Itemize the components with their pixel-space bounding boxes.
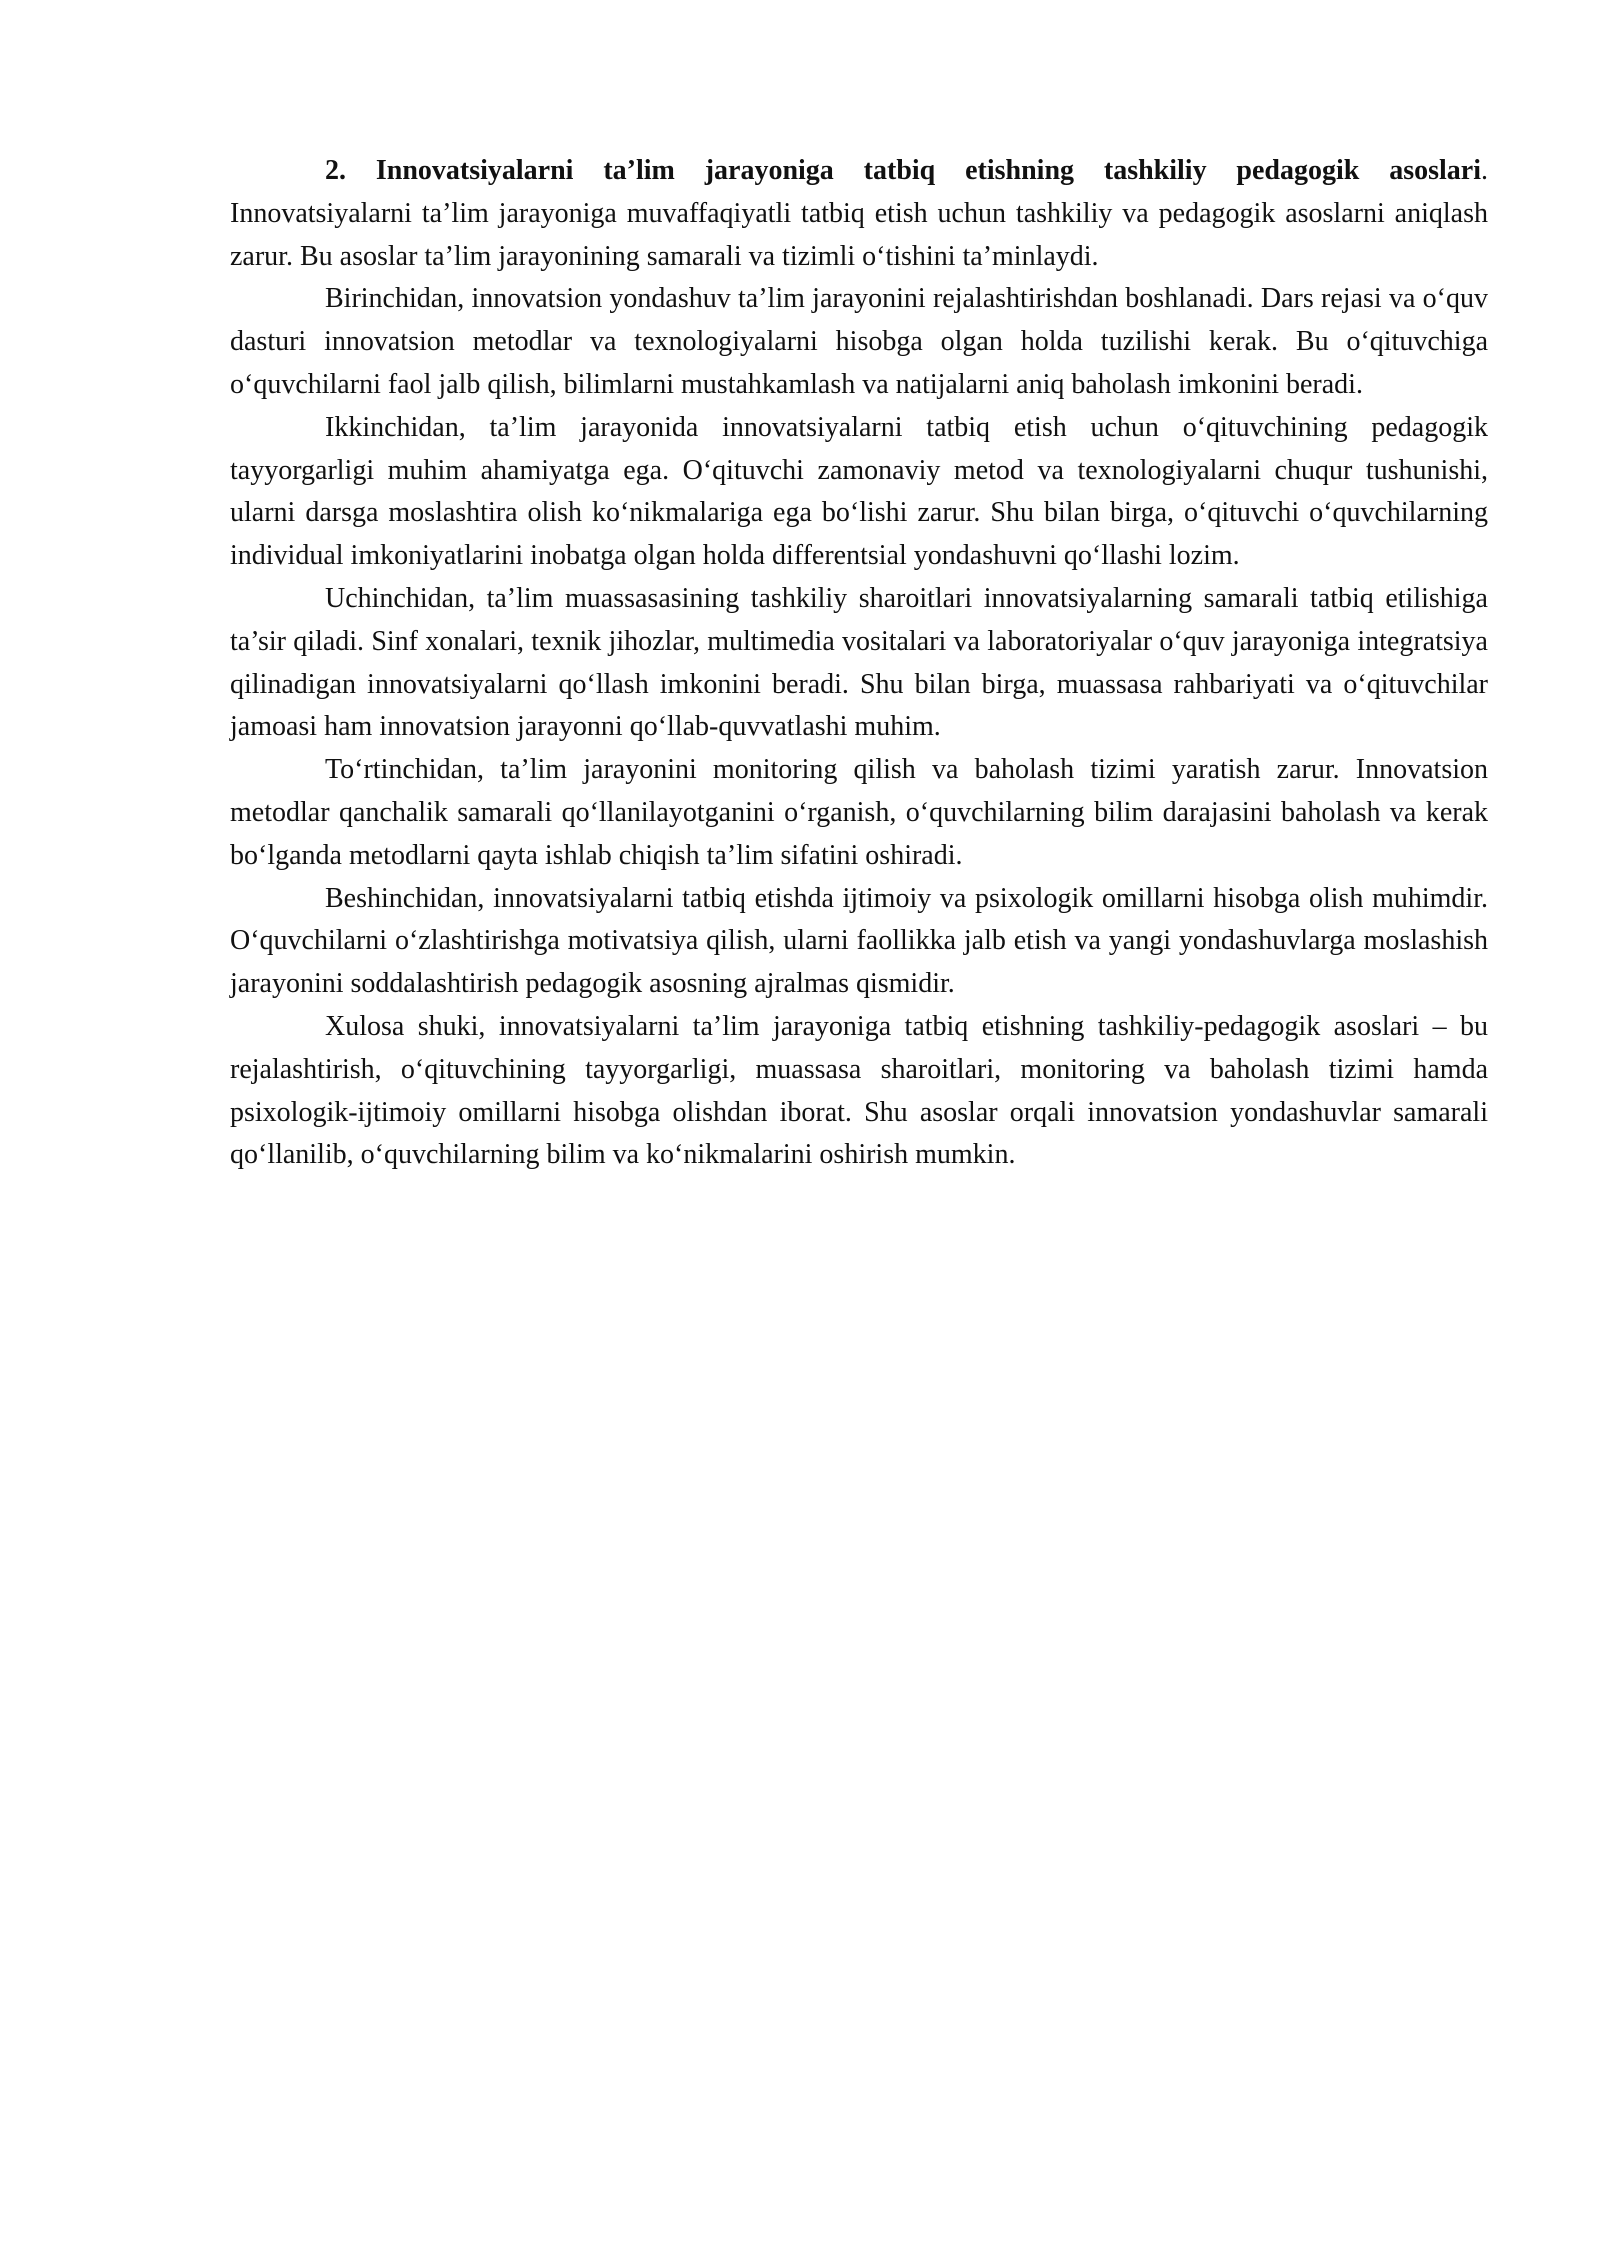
- section-heading: 2. Innovatsiyalarni ta’lim jarayoniga tatbiq etishning tashkiliy pedagogik asoslari: [325, 155, 1481, 186]
- paragraph-fifth: Beshinchidan, innovatsiyalarni tatbiq etishda ijtimoiy va psixologik omillarni hisobga olish muhimdir. O‘quvchilarni o‘zlashtirishga motivatsiya qilish, ularni faollikka jalb etish va yangi yondashuvlarga moslashish jarayonini soddalashtirish pedagogik asosning ajralmas qismidir.: [230, 882, 1488, 1000]
- paragraph-conclusion: Xulosa shuki, innovatsiyalarni ta’lim jarayoniga tatbiq etishning tashkiliy-pedagogik asoslari – bu rejalashtirish, o‘qituvchining tayyorgarligi, muassasa sharoitlari, monitoring va baholash tizimi hamda psixologik-ijtimoiy omillarni hisobga olishdan iborat. Shu asoslar orqali innovatsion yondashuvlar samarali qo‘llanilib, o‘quvchilarning bilim va ko‘nikmalarini oshirish mumkin.: [230, 1010, 1488, 1171]
- section-heading-paragraph: [230, 150, 1488, 278]
- paragraph-third: Uchinchidan, ta’lim muassasasining tashkiliy sharoitlari innovatsiyalarning samarali tatbiq etilishiga ta’sir qiladi. Sinf xonalari, texnik jihozlar, multimedia vositalari va laboratoriyalar o‘quv jarayoniga integratsiya qilinadigan innovatsiyalarni qo‘llash imkonini beradi. Shu bilan birga, muassasa rahbariyati va o‘qituvchilar jamoasi ham innovatsion jarayonni qo‘llab-quvvatlashi muhim.: [230, 582, 1488, 743]
- paragraph-second: Ikkinchidan, ta’lim jarayonida innovatsiyalarni tatbiq etish uchun o‘qituvchining pedagogik tayyorgarligi muhim ahamiyatga ega. O‘qituvchi zamonaviy metod va texnologiyalarni chuqur tushunishi, ularni darsga moslashtira olish ko‘nikmalariga ega bo‘lishi zarur. Shu bilan birga, o‘qituvchi o‘quvchilarning individual imkoniyatlarini inobatga olgan holda differentsial yondashuvni qo‘llashi lozim.: [230, 411, 1488, 572]
- heading-intro-text: Innovatsiyalarni ta’lim jarayoniga muvaffaqiyatli tatbiq etish uchun tashkiliy va pedagogik asoslarni aniqlash zarur. Bu asoslar ta’lim jarayonining samarali va tizimli o‘tishini ta’minlaydi.: [230, 197, 1488, 272]
- document-body: [230, 150, 1488, 1177]
- heading-period: .: [1481, 155, 1488, 186]
- paragraph-fourth: To‘rtinchidan, ta’lim jarayonini monitoring qilish va baholash tizimi yaratish zarur. Innovatsion metodlar qanchalik samarali qo‘llanilayotganini o‘rganish, o‘quvchilarning bilim darajasini baholash va kerak bo‘lganda metodlarni qayta ishlab chiqish ta’lim sifatini oshiradi.: [230, 754, 1488, 871]
- paragraph-first: Birinchidan, innovatsion yondashuv ta’lim jarayonini rejalashtirishdan boshlanadi. Dars rejasi va o‘quv dasturi innovatsion metodlar va texnologiyalarni hisobga olgan holda tuzilishi kerak. Bu o‘qituvchiga o‘quvchilarni faol jalb qilish, bilimlarni mustahkamlash va natijalarni aniq baholash imkonini beradi.: [230, 283, 1488, 400]
